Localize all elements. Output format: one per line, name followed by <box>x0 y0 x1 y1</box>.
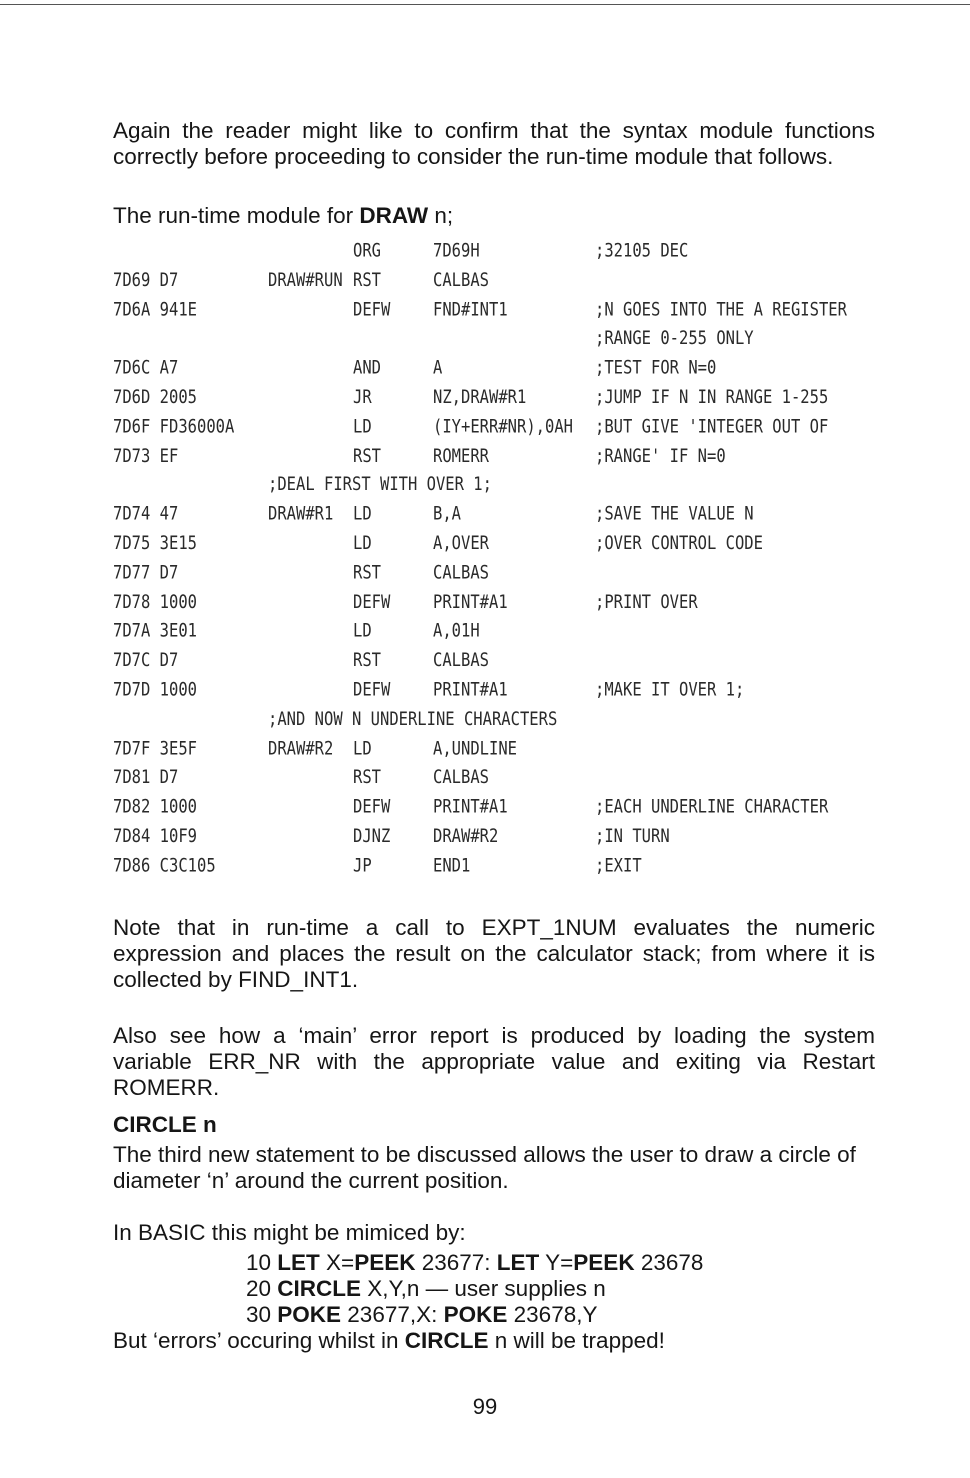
basic-line-number: 20 <box>246 1276 278 1301</box>
listing-operand: CALBAS <box>433 766 489 788</box>
basic-text: X,Y,n — user supplies n <box>361 1276 606 1301</box>
circle-heading: CIRCLE n <box>113 1112 217 1137</box>
listing-row <box>113 269 883 298</box>
listing-opcode: DEFW <box>353 298 391 320</box>
listing-address: 7D7C D7 <box>113 649 179 671</box>
listing-address: 7D82 1000 <box>113 795 197 818</box>
listing-operand: CALBAS <box>433 561 489 584</box>
listing-comment: ;JUMP IF N IN RANGE 1-255 <box>595 386 829 408</box>
listing-operand: CALBAS <box>433 649 489 671</box>
basic-keyword: LET <box>496 1250 540 1275</box>
listing-opcode: RST <box>353 444 381 467</box>
note-paragraph-2: Also see how a ‘main’ error report is produced by loading the system variable ERR_NR with the appropriate value and exiting via Restart ROMERR. <box>113 1023 875 1100</box>
listing-operand: FND#INT1 <box>433 298 508 320</box>
listing-comment: ;MAKE IT OVER 1; <box>595 678 745 701</box>
basic-line <box>246 1250 703 1276</box>
listing-comment: ;32105 DEC <box>595 240 689 262</box>
listing-opcode: AND <box>353 357 381 379</box>
listing-row <box>113 299 883 328</box>
listing-row <box>113 767 883 796</box>
listing-comment: ;EXIT <box>595 854 642 876</box>
listing-opcode: LD <box>353 532 372 554</box>
listing-operand: A,01H <box>433 620 480 642</box>
listing-opcode: RST <box>353 561 381 584</box>
basic-text: 23678,Y <box>507 1302 598 1327</box>
listing-label: DRAW#R2 <box>268 737 334 759</box>
listing-address: 7D74 47 <box>113 503 179 525</box>
listing-operand: NZ,DRAW#R1 <box>433 386 527 408</box>
listing-opcode: LD <box>353 620 372 642</box>
listing-opcode: ORG <box>353 240 381 262</box>
listing-row <box>113 474 883 503</box>
listing-address: 7D6F FD36000A <box>113 415 235 437</box>
basic-text: X= <box>319 1250 355 1275</box>
listing-opcode: DEFW <box>353 678 391 701</box>
listing-operand: CALBAS <box>433 269 489 291</box>
listing-row <box>113 562 883 591</box>
listing-operand: 7D69H <box>433 240 480 262</box>
listing-opcode: DJNZ <box>353 825 391 847</box>
listing-address: 7D75 3E15 <box>113 532 197 554</box>
listing-row <box>113 533 883 562</box>
listing-address: 7D7A 3E01 <box>113 620 197 642</box>
listing-comment-line: ;DEAL FIRST WITH OVER 1; <box>268 474 492 496</box>
listing-comment: ;EACH UNDERLINE CHARACTER <box>595 795 829 818</box>
listing-row <box>113 825 883 854</box>
basic-text: 23678 <box>634 1250 704 1275</box>
listing-address: 7D86 C3C105 <box>113 854 216 876</box>
listing-comment: ;N GOES INTO THE A REGISTER <box>595 298 847 320</box>
listing-row <box>113 708 883 737</box>
listing-row <box>113 796 883 825</box>
listing-operand: A,UNDLINE <box>433 737 517 759</box>
runtime-heading-keyword: DRAW <box>359 203 429 228</box>
basic-keyword: POKE <box>443 1302 508 1327</box>
listing-row <box>113 386 883 415</box>
listing-address: 7D69 D7 <box>113 269 179 291</box>
closing-pre: But ‘errors’ occuring whilst in <box>113 1328 405 1353</box>
listing-comment: ;SAVE THE VALUE N <box>595 503 754 525</box>
listing-address: 7D7F 3E5F <box>113 737 197 759</box>
listing-operand: ROMERR <box>433 444 489 467</box>
basic-intro: In BASIC this might be mimiced by: <box>113 1220 466 1245</box>
listing-opcode: RST <box>353 269 381 291</box>
basic-line-number: 10 <box>246 1250 278 1275</box>
listing-opcode: DEFW <box>353 591 391 613</box>
listing-row <box>113 591 883 620</box>
intro-paragraph: Again the reader might like to confirm that the syntax module functions correctly before proceeding to consider the run-time module that follows. <box>113 118 875 169</box>
listing-row <box>113 416 883 445</box>
assembly-listing <box>113 240 883 884</box>
listing-row <box>113 679 883 708</box>
listing-operand: B,A <box>433 503 461 525</box>
runtime-heading <box>113 203 453 229</box>
runtime-heading-pre: The run-time module for <box>113 203 360 228</box>
closing-post: n will be trapped! <box>488 1328 665 1353</box>
listing-comment: ;OVER CONTROL CODE <box>595 532 763 554</box>
listing-address: 7D6C A7 <box>113 357 179 379</box>
listing-row <box>113 650 883 679</box>
listing-address: 7D78 1000 <box>113 591 197 613</box>
listing-operand: (IY+ERR#NR),0AH <box>433 415 573 437</box>
listing-comment: ;RANGE 0-255 ONLY <box>595 327 754 350</box>
listing-opcode: JP <box>353 854 372 876</box>
listing-opcode: LD <box>353 415 372 437</box>
listing-row <box>113 357 883 386</box>
basic-line <box>246 1302 703 1328</box>
basic-line <box>246 1276 703 1302</box>
listing-operand: END1 <box>433 854 471 876</box>
listing-row <box>113 737 883 766</box>
top-rule <box>0 4 970 5</box>
closing-line <box>113 1328 665 1354</box>
listing-address: 7D7D 1000 <box>113 678 197 701</box>
listing-address: 7D6A 941E <box>113 298 197 320</box>
listing-address: 7D84 10F9 <box>113 825 197 847</box>
basic-text: 23677,X: <box>341 1302 444 1327</box>
basic-keyword: LET <box>277 1250 320 1275</box>
listing-address: 7D6D 2005 <box>113 386 197 408</box>
listing-address: 7D73 EF <box>113 444 179 467</box>
basic-text: Y= <box>539 1250 574 1275</box>
listing-opcode: LD <box>353 503 372 525</box>
listing-row <box>113 854 883 883</box>
listing-operand: DRAW#R2 <box>433 825 499 847</box>
listing-comment-line: ;AND NOW N UNDERLINE CHARACTERS <box>268 708 558 730</box>
listing-address: 7D77 D7 <box>113 561 179 584</box>
basic-keyword: POKE <box>277 1302 342 1327</box>
listing-opcode: RST <box>353 766 381 788</box>
basic-program <box>246 1250 703 1328</box>
listing-label: DRAW#RUN <box>268 269 343 291</box>
basic-keyword: CIRCLE <box>277 1276 362 1301</box>
listing-opcode: DEFW <box>353 795 391 818</box>
listing-address: 7D81 D7 <box>113 766 179 788</box>
basic-keyword: PEEK <box>573 1250 635 1275</box>
basic-text: 23677: <box>415 1250 497 1275</box>
listing-row <box>113 240 883 269</box>
runtime-heading-post: n; <box>428 203 454 228</box>
listing-comment: ;PRINT OVER <box>595 591 698 613</box>
listing-opcode: RST <box>353 649 381 671</box>
page-number: 99 <box>472 1394 498 1419</box>
listing-comment: ;TEST FOR N=0 <box>595 357 717 379</box>
basic-keyword: PEEK <box>354 1250 416 1275</box>
note-paragraph-1: Note that in run-time a call to EXPT_1NUM evaluates the numeric expression and places the result on the calculator stack; from where it is collected by FIND_INT1. <box>113 915 875 992</box>
listing-operand: A <box>433 357 443 379</box>
listing-operand: A,OVER <box>433 532 489 554</box>
listing-comment: ;IN TURN <box>595 825 670 847</box>
listing-row <box>113 620 883 649</box>
listing-comment: ;BUT GIVE 'INTEGER OUT OF <box>595 415 829 437</box>
listing-opcode: JR <box>353 386 372 408</box>
listing-row <box>113 445 883 474</box>
listing-label: DRAW#R1 <box>268 503 334 525</box>
listing-operand: PRINT#A1 <box>433 591 508 613</box>
listing-comment: ;RANGE' IF N=0 <box>595 444 726 467</box>
listing-operand: PRINT#A1 <box>433 795 508 818</box>
closing-keyword: CIRCLE <box>404 1328 489 1353</box>
listing-opcode: LD <box>353 737 372 759</box>
listing-row <box>113 328 883 357</box>
basic-line-number: 30 <box>246 1302 278 1327</box>
listing-row <box>113 503 883 532</box>
circle-description: The third new statement to be discussed allows the user to draw a circle of diameter ‘n’ around the current position. <box>113 1142 856 1193</box>
listing-operand: PRINT#A1 <box>433 678 508 701</box>
